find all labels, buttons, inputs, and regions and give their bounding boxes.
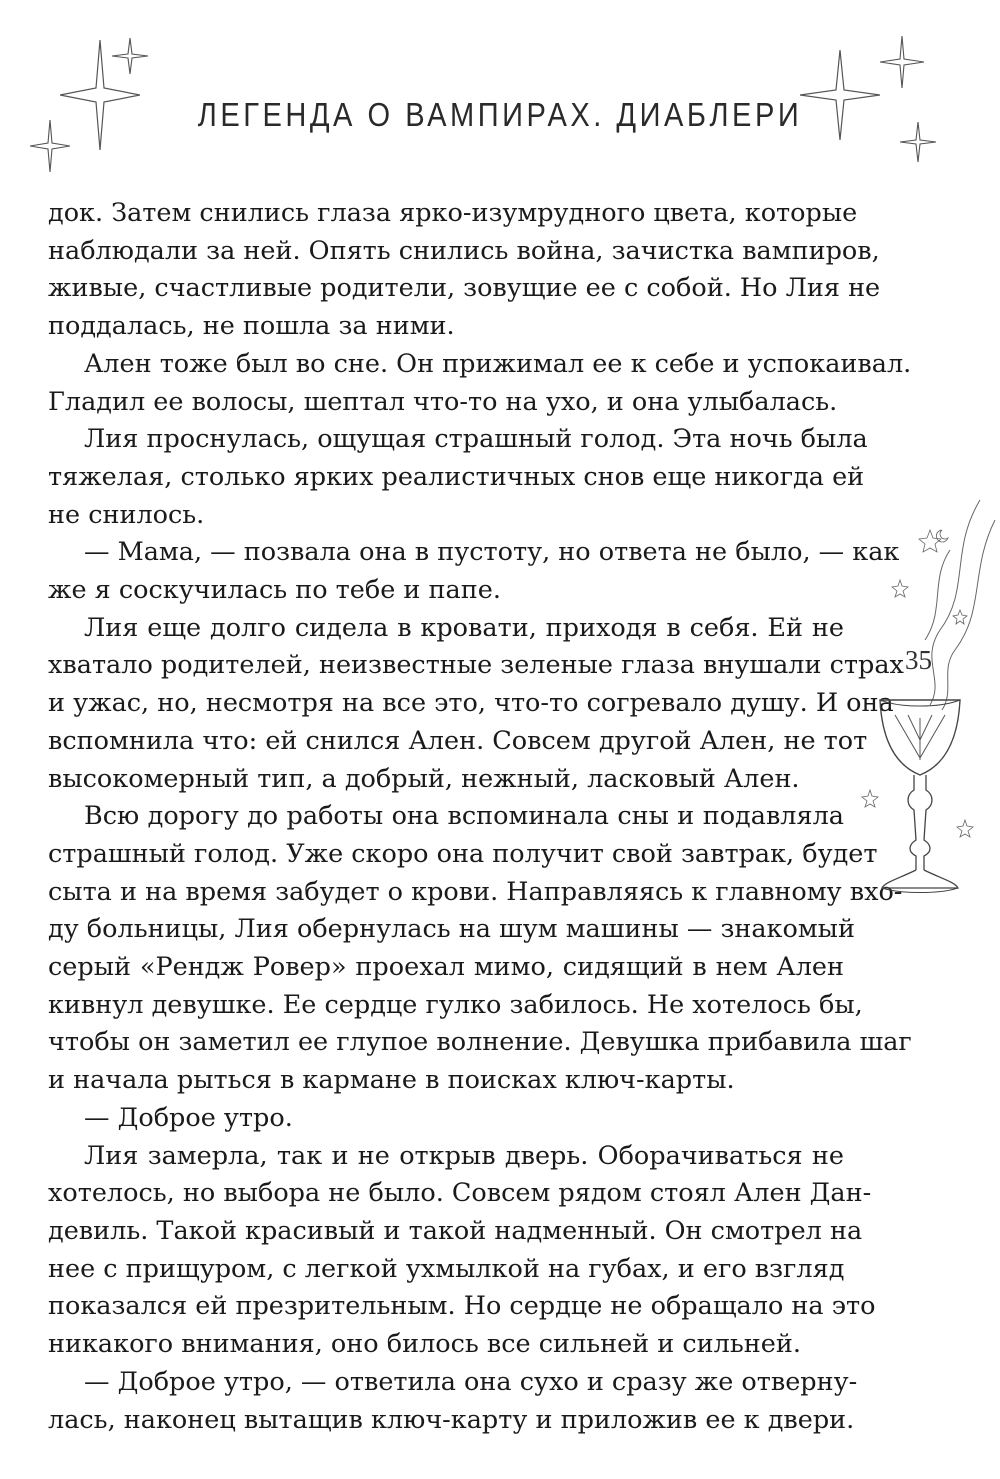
text-line: хотелось, но выбора не было. Совсем рядом стоял Ален Дан- (48, 1178, 872, 1209)
text-line: и начала рыться в кармане в поисках ключ-карты. (48, 1065, 735, 1096)
text-line: — Мама, — позвала она в пустоту, но ответа не было, — как (84, 537, 900, 568)
page-number: 35 (905, 645, 932, 675)
page-header (0, 0, 1000, 175)
text-line: чтобы он заметил ее глупое волнение. Девушка прибавила шаг (48, 1027, 912, 1058)
text-line: — Доброе утро. (84, 1102, 293, 1133)
text-line: Гладил ее волосы, шептал что-то на ухо, и она улыбалась. (48, 386, 838, 417)
text-line: Всю дорогу до работы она вспоминала сны и подавляла (84, 801, 844, 832)
text-line: нее с прищуром, с легкой ухмылкой на губах, и его взгляд (48, 1253, 845, 1284)
text-line: Лия еще долго сидела в кровати, приходя в себя. Ей не (84, 612, 844, 643)
text-line: вспомнила что: ей снился Ален. Совсем другой Ален, не тот (48, 725, 868, 756)
text-line: высокомерный тип, а добрый, нежный, ласковый Ален. (48, 763, 800, 794)
text-line: не снилось. (48, 499, 205, 530)
text-line: серый «Рендж Ровер» проехал мимо, сидящий в нем Ален (48, 952, 844, 983)
text-line: девиль. Такой красивый и такой надменный. Он смотрел на (48, 1215, 863, 1246)
text-line: Лия проснулась, ощущая страшный голод. Эта ночь была (84, 424, 868, 455)
text-line: — Доброе утро, — ответила она сухо и сразу же отверну- (84, 1366, 858, 1397)
text-line: и ужас, но, несмотря на все это, что-то согревало душу. И она (48, 688, 894, 719)
text-line: наблюдали за ней. Опять снились война, зачистка вампиров, (48, 235, 880, 266)
text-line: живые, счастливые родители, зовущие ее с собой. Но Лия не (48, 273, 881, 304)
text-line: поддалась, не пошла за ними. (48, 311, 455, 342)
text-line: страшный голод. Уже скоро она получит свой завтрак, будет (48, 838, 878, 869)
text-line: же я соскучилась по тебе и папе. (48, 575, 501, 606)
text-line: сыта и на время забудет о крови. Направляясь к главному вхо- (48, 876, 903, 907)
text-line: кивнул девушке. Ее сердце гулко забилось. Не хотелось бы, (48, 989, 863, 1020)
goblet-icon (860, 490, 1000, 910)
text-line: ду больницы, Лия обернулась на шум машины — знакомый (48, 914, 855, 945)
sparkle-star-icon (880, 36, 924, 88)
sparkle-star-icon (112, 38, 148, 74)
text-line: лась, наконец вытащив ключ-карту и приложив ее к двери. (48, 1404, 855, 1435)
running-title: ЛЕГЕНДА О ВАМПИРАХ. ДИАБЛЕРИ (197, 96, 803, 133)
text-line: никакого внимания, оно билось все сильней и сильней. (48, 1329, 801, 1360)
text-line: тяжелая, столько ярких реалистичных снов еще никогда ей (48, 461, 865, 492)
body-text (48, 195, 912, 1439)
text-line: Лия замерла, так и не открыв дверь. Оборачиваться не (84, 1140, 844, 1171)
text-line: показался ей презрительным. Но сердце не обращало на это (48, 1291, 876, 1322)
text-line: док. Затем снились глаза ярко-изумрудного цвета, которые (48, 198, 858, 228)
text-line: хватало родителей, неизвестные зеленые глаза внушали страх (48, 650, 904, 681)
text-line: Ален тоже был во сне. Он прижимал ее к себе и успокаивал. (84, 348, 912, 379)
